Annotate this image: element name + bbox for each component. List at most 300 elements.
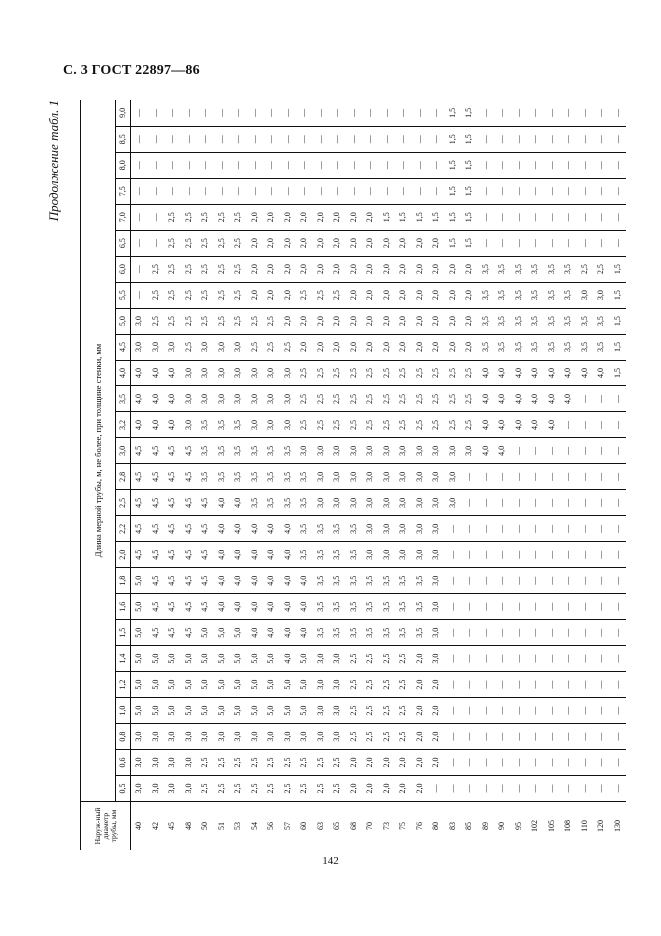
length-cell: 2,0: [395, 750, 412, 776]
length-cell: —: [511, 126, 528, 152]
length-cell: —: [461, 464, 478, 490]
length-cell: —: [610, 204, 627, 230]
table-row: [593, 100, 610, 850]
table-row: [164, 100, 181, 850]
length-cell: 3,0: [197, 724, 214, 750]
length-cell: —: [544, 464, 561, 490]
length-cell: 2,5: [461, 386, 478, 412]
length-cell: 2,0: [428, 230, 445, 256]
length-cell: 5,0: [263, 672, 280, 698]
length-cell: 2,0: [280, 204, 297, 230]
length-cell: 4,0: [544, 386, 561, 412]
length-cell: —: [280, 152, 297, 178]
length-cell: —: [445, 542, 462, 568]
length-cell: —: [560, 568, 577, 594]
length-cell: —: [131, 256, 148, 282]
length-cell: 5,0: [214, 672, 231, 698]
length-cell: 3,0: [230, 724, 247, 750]
diameter-cell: 130: [610, 802, 627, 851]
length-cell: —: [478, 204, 495, 230]
length-cell: 2,0: [362, 230, 379, 256]
length-cell: —: [544, 438, 561, 464]
length-cell: 1,5: [461, 100, 478, 126]
length-cell: —: [197, 152, 214, 178]
length-cell: —: [494, 750, 511, 776]
length-cell: 2,5: [197, 256, 214, 282]
length-cell: —: [412, 152, 429, 178]
length-cell: —: [527, 646, 544, 672]
length-cell: —: [544, 542, 561, 568]
length-cell: —: [593, 438, 610, 464]
length-cell: 2,5: [313, 282, 330, 308]
length-cell: —: [478, 672, 495, 698]
length-cell: 4,0: [214, 490, 231, 516]
length-cell: 2,5: [181, 282, 198, 308]
length-cell: 4,5: [197, 568, 214, 594]
length-cell: 2,0: [313, 230, 330, 256]
table-row: [379, 100, 396, 850]
length-cell: —: [214, 178, 231, 204]
length-cell: —: [478, 776, 495, 802]
length-cell: 3,0: [164, 750, 181, 776]
length-cell: 1,5: [445, 178, 462, 204]
length-cell: 3,0: [131, 308, 148, 334]
length-cell: —: [329, 126, 346, 152]
length-cell: 2,0: [247, 282, 264, 308]
length-cell: —: [478, 464, 495, 490]
length-cell: 2,5: [412, 360, 429, 386]
length-cell: 3,0: [214, 724, 231, 750]
length-cell: 3,5: [395, 594, 412, 620]
length-cell: 2,0: [346, 776, 363, 802]
length-cell: —: [247, 126, 264, 152]
length-cell: —: [478, 568, 495, 594]
length-cell: 1,5: [461, 204, 478, 230]
length-cell: —: [346, 152, 363, 178]
length-cell: 2,5: [379, 360, 396, 386]
length-cell: 3,5: [214, 438, 231, 464]
length-cell: 2,0: [379, 750, 396, 776]
length-cell: —: [148, 152, 165, 178]
length-cell: 2,0: [412, 750, 429, 776]
length-cell: 3,5: [593, 308, 610, 334]
length-cell: 4,0: [577, 360, 594, 386]
length-cell: 2,0: [461, 308, 478, 334]
length-cell: 2,5: [362, 672, 379, 698]
length-cell: 2,5: [296, 750, 313, 776]
length-cell: 2,0: [296, 308, 313, 334]
length-cell: 3,5: [346, 620, 363, 646]
length-cell: —: [263, 178, 280, 204]
wall-thickness-header: 2,8: [116, 464, 131, 490]
length-cell: 2,0: [313, 204, 330, 230]
length-cell: —: [610, 100, 627, 126]
length-cell: —: [478, 620, 495, 646]
length-cell: —: [461, 490, 478, 516]
length-cell: —: [494, 698, 511, 724]
length-cell: 3,0: [428, 568, 445, 594]
length-cell: 1,5: [461, 178, 478, 204]
length-cell: 3,5: [313, 568, 330, 594]
length-cell: 4,5: [181, 490, 198, 516]
length-cell: 2,5: [362, 386, 379, 412]
length-cell: 3,0: [148, 750, 165, 776]
length-cell: —: [131, 282, 148, 308]
length-cell: 2,5: [263, 334, 280, 360]
length-cell: —: [461, 672, 478, 698]
length-cell: 4,5: [131, 464, 148, 490]
length-cell: 2,5: [395, 360, 412, 386]
length-cell: —: [478, 594, 495, 620]
diameter-cell: 76: [412, 802, 429, 851]
table-row: [544, 100, 561, 850]
length-cell: 1,5: [445, 152, 462, 178]
length-cell: 3,5: [263, 438, 280, 464]
wall-thickness-header: 7,0: [116, 204, 131, 230]
length-cell: 4,0: [214, 516, 231, 542]
length-cell: 4,0: [164, 360, 181, 386]
length-cell: —: [494, 672, 511, 698]
length-cell: 3,5: [296, 464, 313, 490]
length-cell: 3,5: [296, 542, 313, 568]
length-cell: 3,5: [478, 282, 495, 308]
length-cell: —: [577, 594, 594, 620]
length-cell: —: [511, 516, 528, 542]
length-cell: 2,0: [395, 256, 412, 282]
diameter-cell: 60: [296, 802, 313, 851]
length-cell: 3,5: [560, 282, 577, 308]
length-cell: 3,5: [511, 256, 528, 282]
length-cell: 2,5: [379, 386, 396, 412]
length-cell: —: [445, 516, 462, 542]
length-cell: —: [494, 594, 511, 620]
length-cell: 2,5: [395, 646, 412, 672]
length-cell: —: [511, 594, 528, 620]
length-cell: —: [577, 646, 594, 672]
length-cell: —: [494, 178, 511, 204]
length-cell: 2,5: [247, 334, 264, 360]
table-row: [478, 100, 495, 850]
length-cell: —: [511, 490, 528, 516]
length-cell: 3,0: [379, 490, 396, 516]
length-cell: 3,5: [527, 256, 544, 282]
length-cell: —: [478, 178, 495, 204]
length-cell: —: [494, 568, 511, 594]
length-cell: —: [593, 178, 610, 204]
length-cell: 5,0: [131, 672, 148, 698]
length-cell: —: [296, 152, 313, 178]
length-cell: 3,0: [445, 490, 462, 516]
wall-thickness-header: 2,0: [116, 542, 131, 568]
length-cell: —: [544, 620, 561, 646]
length-cell: 5,0: [263, 646, 280, 672]
length-cell: 5,0: [230, 698, 247, 724]
length-cell: —: [527, 152, 544, 178]
length-cell: 3,0: [379, 542, 396, 568]
length-cell: 2,0: [247, 256, 264, 282]
length-cell: —: [280, 100, 297, 126]
length-cell: —: [593, 750, 610, 776]
length-cell: 2,0: [428, 750, 445, 776]
length-cell: —: [346, 178, 363, 204]
length-cell: 2,5: [263, 308, 280, 334]
length-cell: 3,0: [346, 438, 363, 464]
length-cell: 3,0: [280, 386, 297, 412]
length-cell: —: [544, 178, 561, 204]
length-cell: 3,0: [329, 698, 346, 724]
length-cell: 3,0: [428, 464, 445, 490]
length-cell: 3,0: [164, 776, 181, 802]
length-cell: —: [395, 100, 412, 126]
length-cell: —: [148, 204, 165, 230]
length-cell: —: [511, 750, 528, 776]
length-cell: 2,0: [263, 230, 280, 256]
length-cell: 2,0: [346, 204, 363, 230]
length-cell: —: [494, 724, 511, 750]
table-row: [296, 100, 313, 850]
length-cell: 2,5: [395, 724, 412, 750]
diameter-cell: 48: [181, 802, 198, 851]
diameter-cell: 65: [329, 802, 346, 851]
length-cell: —: [527, 750, 544, 776]
length-cell: 4,5: [164, 516, 181, 542]
table-row: [527, 100, 544, 850]
length-cell: 3,5: [544, 256, 561, 282]
diameter-cell: 120: [593, 802, 610, 851]
wall-thickness-header: 1,0: [116, 698, 131, 724]
length-cell: 4,5: [164, 438, 181, 464]
diameter-cell: 105: [544, 802, 561, 851]
length-cell: —: [527, 438, 544, 464]
length-cell: 3,5: [511, 282, 528, 308]
length-cell: —: [494, 100, 511, 126]
length-cell: 2,0: [346, 230, 363, 256]
length-cell: 2,5: [329, 360, 346, 386]
wall-thickness-header: 6,5: [116, 230, 131, 256]
length-cell: 3,0: [428, 438, 445, 464]
length-cell: —: [296, 178, 313, 204]
length-cell: 2,0: [346, 282, 363, 308]
length-cell: 2,0: [329, 334, 346, 360]
length-cell: —: [230, 126, 247, 152]
length-cell: 3,0: [313, 672, 330, 698]
table-row: [412, 100, 429, 850]
length-cell: 2,5: [428, 386, 445, 412]
length-cell: 3,0: [313, 646, 330, 672]
length-cell: —: [362, 126, 379, 152]
length-cell: 2,0: [346, 256, 363, 282]
length-cell: 5,0: [230, 646, 247, 672]
length-cell: 4,5: [148, 620, 165, 646]
length-cell: 3,0: [313, 490, 330, 516]
length-cell: 2,0: [445, 256, 462, 282]
length-cell: 3,0: [412, 438, 429, 464]
length-cell: 4,0: [527, 412, 544, 438]
length-cell: 2,0: [412, 256, 429, 282]
length-cell: —: [148, 178, 165, 204]
length-cell: —: [593, 646, 610, 672]
length-cell: 4,5: [197, 516, 214, 542]
length-cell: 3,5: [412, 620, 429, 646]
length-cell: —: [527, 776, 544, 802]
length-cell: —: [181, 100, 198, 126]
length-cell: 4,0: [247, 620, 264, 646]
length-cell: —: [544, 568, 561, 594]
length-cell: —: [593, 672, 610, 698]
length-cell: 1,5: [445, 204, 462, 230]
length-cell: 2,5: [148, 282, 165, 308]
length-cell: 4,0: [494, 360, 511, 386]
diameter-cell: 89: [478, 802, 495, 851]
length-cell: —: [544, 750, 561, 776]
length-cell: 2,0: [280, 282, 297, 308]
length-cell: 4,0: [527, 360, 544, 386]
length-cell: 2,5: [148, 256, 165, 282]
length-cell: 2,5: [247, 776, 264, 802]
wall-thickness-header: 1,2: [116, 672, 131, 698]
length-cell: 2,5: [346, 360, 363, 386]
length-cell: —: [511, 542, 528, 568]
diameter-cell: 75: [395, 802, 412, 851]
length-cell: 4,0: [511, 412, 528, 438]
length-cell: 5,0: [247, 672, 264, 698]
length-cell: —: [527, 100, 544, 126]
length-cell: 5,0: [131, 620, 148, 646]
length-cell: —: [544, 672, 561, 698]
length-cell: 2,5: [214, 776, 231, 802]
wall-thickness-header: 6,0: [116, 256, 131, 282]
length-cell: 4,0: [280, 568, 297, 594]
length-cell: —: [445, 724, 462, 750]
length-cell: —: [610, 724, 627, 750]
length-cell: —: [544, 204, 561, 230]
length-cell: —: [610, 568, 627, 594]
length-cell: 2,5: [313, 776, 330, 802]
length-cell: 2,5: [346, 672, 363, 698]
wall-thickness-header: 0,8: [116, 724, 131, 750]
length-cell: 3,5: [379, 568, 396, 594]
length-cell: 3,5: [362, 568, 379, 594]
length-cell: —: [412, 126, 429, 152]
length-cell: —: [511, 152, 528, 178]
length-cell: 1,5: [610, 334, 627, 360]
length-cell: —: [593, 230, 610, 256]
diameter-cell: 57: [280, 802, 297, 851]
length-cell: 3,0: [181, 386, 198, 412]
length-cell: 5,0: [164, 646, 181, 672]
length-cell: —: [478, 490, 495, 516]
length-cell: 2,5: [313, 360, 330, 386]
length-cell: 3,5: [329, 542, 346, 568]
table-caption: Продолжение табл. 1: [46, 100, 61, 222]
length-cell: 2,0: [412, 282, 429, 308]
length-cell: 1,5: [445, 100, 462, 126]
length-cell: —: [560, 490, 577, 516]
length-cell: —: [461, 776, 478, 802]
length-cell: 3,0: [362, 438, 379, 464]
length-cell: —: [527, 178, 544, 204]
length-cell: —: [560, 750, 577, 776]
length-cell: 3,5: [263, 464, 280, 490]
length-cell: 3,0: [593, 282, 610, 308]
length-cell: —: [313, 126, 330, 152]
table-row: [280, 100, 297, 850]
length-cell: 3,0: [412, 542, 429, 568]
length-cell: —: [214, 100, 231, 126]
length-cell: 2,0: [247, 230, 264, 256]
table-row: [263, 100, 280, 850]
length-cell: 2,0: [412, 724, 429, 750]
length-cell: 2,0: [362, 308, 379, 334]
length-cell: 4,0: [494, 386, 511, 412]
length-cell: 3,0: [197, 334, 214, 360]
length-cell: 2,5: [197, 204, 214, 230]
length-cell: 2,0: [313, 334, 330, 360]
length-cell: 2,0: [313, 308, 330, 334]
length-cell: 3,5: [247, 490, 264, 516]
table-row: [181, 100, 198, 850]
length-cell: 2,0: [395, 776, 412, 802]
length-cell: 3,5: [313, 594, 330, 620]
length-cell: 1,5: [379, 204, 396, 230]
length-cell: —: [560, 464, 577, 490]
length-cell: 2,5: [379, 412, 396, 438]
length-cell: —: [494, 464, 511, 490]
length-cell: 3,0: [181, 360, 198, 386]
length-cell: 3,0: [263, 724, 280, 750]
length-cell: —: [445, 568, 462, 594]
length-cell: 2,5: [395, 698, 412, 724]
length-cell: —: [593, 100, 610, 126]
length-cell: 4,0: [131, 412, 148, 438]
length-cell: —: [181, 152, 198, 178]
length-cell: 2,5: [379, 646, 396, 672]
length-cell: 3,0: [313, 724, 330, 750]
length-cell: —: [379, 126, 396, 152]
length-cell: 3,5: [346, 542, 363, 568]
length-cell: 1,5: [461, 230, 478, 256]
length-cell: 2,5: [197, 750, 214, 776]
length-cell: 1,5: [395, 204, 412, 230]
wall-thickness-header: 8,0: [116, 152, 131, 178]
length-cell: 3,0: [395, 542, 412, 568]
length-cell: 4,0: [148, 412, 165, 438]
length-cell: 4,5: [181, 542, 198, 568]
length-cell: 4,5: [164, 620, 181, 646]
length-cell: 3,0: [428, 490, 445, 516]
length-cell: 2,0: [280, 230, 297, 256]
length-cell: 4,0: [478, 386, 495, 412]
diameter-cell: 73: [379, 802, 396, 851]
length-cell: 2,5: [362, 646, 379, 672]
wall-thickness-header: 5,5: [116, 282, 131, 308]
length-cell: —: [494, 646, 511, 672]
table-row: [197, 100, 214, 850]
length-cell: 4,0: [478, 360, 495, 386]
length-cell: 4,0: [263, 516, 280, 542]
length-cell: 5,0: [164, 672, 181, 698]
length-cell: —: [329, 100, 346, 126]
length-cell: 3,5: [329, 568, 346, 594]
length-cell: —: [577, 620, 594, 646]
length-cell: 2,0: [313, 256, 330, 282]
length-cell: 2,5: [379, 672, 396, 698]
length-cell: 2,5: [181, 204, 198, 230]
length-cell: 1,5: [445, 230, 462, 256]
length-cell: 2,5: [230, 776, 247, 802]
wall-thickness-header: 4,5: [116, 334, 131, 360]
wall-thickness-header: 2,5: [116, 490, 131, 516]
